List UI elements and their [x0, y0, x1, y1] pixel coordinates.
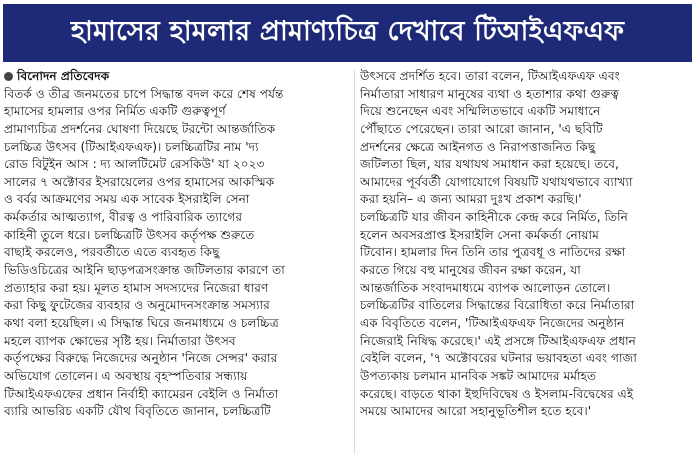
- article-text-line: হামাসের হামলার ওপর নির্মিত একটি গুরুত্বপূর্ণ: [4, 104, 226, 119]
- article-column-left: [4, 68, 350, 456]
- byline-row: [4, 68, 350, 86]
- article-text-line: প্রত্যাহার করা হয়। মূলত হামাস সদস্যদের নিজেরা ধারণ: [4, 280, 269, 295]
- article-text-line: সালের ৭ অক্টোবর ইসরায়েলের ওপর হামাসের আকস্মিক: [4, 174, 275, 189]
- article-text-line: করতে গিয়ে বহু মানুষের জীবন রক্ষা করেন, যা: [360, 263, 581, 278]
- article-text-line: বেইলি বলেন, '৭ অক্টোবরের ঘটনার ভয়াবহতা এবং গাজা: [360, 351, 637, 366]
- article-column-right: [360, 68, 691, 456]
- article-text-line: উৎসবে প্রদর্শিত হবে। তারা বলেন, টিআইএফএফ এবং: [360, 69, 620, 83]
- article-text-line: করেছে। বাড়তে থাকা ইহুদিবিদ্বেষ ও ইসলাম-বিদ্বেষের এই: [360, 386, 634, 401]
- article-text-line: কর্মকর্তার আত্মত্যাগ, বীরত্ব ও পারিবারিক ত্যাগের: [4, 210, 243, 225]
- article-text-line: নির্মাতারা সাধারণ মানুষের ব্যথা ও হতাশার কথা গুরুত্ব: [360, 86, 620, 101]
- right-column-body: [360, 68, 691, 421]
- article-text-line: প্রামাণ্যচিত্র প্রদর্শনের ঘোষণা দিয়েছে টরন্টো আন্তর্জাতিক: [4, 121, 276, 136]
- article-text-line: এক বিবৃতিতে বলেন, 'টিআইএফএফ নিজেদের অনুষ্ঠান: [360, 315, 625, 330]
- article-text-line: চলচ্চিত্রটি যার জীবন কাহিনীকে কেন্দ্র করে নির্মিত, তিনি: [360, 210, 628, 225]
- article-text-line: বাছাই করলেও, পরবর্তীতে এতে ব্যবহৃত কিছু: [4, 245, 220, 260]
- article-text-line: করা কিছু ফুটেজের ব্যবহার ও অনুমোদনসংক্রান্ত সমস্যার: [4, 298, 270, 313]
- article-text-line: ব্যারি আভরিচ একটি যৌথ বিবৃতিতে জানান, চলচ্চিত্রটি: [4, 404, 271, 419]
- article-headline: হামাসের হামলার প্রামাণ্যচিত্র দেখাবে টিআইএফএফ: [70, 15, 625, 47]
- article-text-line: চলচ্চিত্রটির বাতিলের সিদ্ধান্তের বিরোধিতা করে নির্মাতারা: [360, 298, 635, 313]
- article-text-line: মহলে ব্যাপক ক্ষোভের সৃষ্টি হয়। নির্মাতারা উৎসব: [4, 333, 236, 348]
- article-text-line: প্রদর্শনের ক্ষেত্রে আইনগত ও নিরাপত্তাজনিত কিছু: [360, 139, 596, 154]
- article-text-line: ভিডিওচিত্রের আইনি ছাড়পত্রসংক্রান্ত জটিলতার কারণে তা: [4, 263, 285, 278]
- article-text-line: বিতর্ক ও তীব্র জনমতের চাপে সিদ্ধান্ত বদল করে শেষ পর্যন্ত: [4, 86, 284, 101]
- headline-banner: [3, 4, 692, 62]
- article-text-line: আন্তর্জাতিক সংবাদমাধ্যমে ব্যাপক আলোড়ন তোলে।: [360, 280, 611, 295]
- article-text-line: জটিলতা ছিল, যার যথাযথ সমাধান করা হয়েছে। তবে,: [360, 157, 619, 172]
- bullet-icon: [4, 72, 13, 81]
- article-text-line: নিজেরাই নিষিদ্ধ করেছে।' এই প্রসঙ্গে টিআইএফএফ প্রধান: [360, 333, 636, 348]
- article-text-line: কর্তৃপক্ষের বিরুদ্ধে নিজেদের অনুষ্ঠান 'নিজে সেন্সর' করার: [4, 351, 278, 366]
- article-text-line: কথা বলা হয়েছিল। এ সিদ্ধান্ত ঘিরে জনমাধ্যমে ও চলচ্চিত্র: [4, 315, 279, 330]
- article-text-line: রোড বিটুইন আস : দ্য আলটিমেট রেসকিউ' যা ২০২৩: [4, 157, 265, 172]
- article-text-line: চলচ্চিত্র উৎসব (টিআইএফএফ)। চলচ্চিত্রটির নাম 'দ্য: [4, 139, 259, 154]
- article-text-line: উপত্যকায় চলমান মানবিক সঙ্কট আমাদের মর্মাহত: [360, 368, 597, 383]
- left-column-body: [4, 86, 350, 421]
- byline: বিনোদন প্রতিবেদক: [17, 69, 110, 83]
- column-divider: [354, 70, 355, 454]
- article-text-line: টিআইএফএফের প্রধান নির্বাহী ক্যামেরন বেইলি ও নির্মাতা: [4, 386, 279, 401]
- article-text-line: কাহিনী তুলে ধরে। চলচ্চিত্রটি উৎসব কর্তৃপক্ষ শুরুতে: [4, 227, 255, 242]
- article-text-line: পৌঁছাতে পেরেছেন। তারা আরো জানান, 'এ ছবিটি: [360, 121, 603, 136]
- article-text-line: আমাদের পূর্ববর্তী যোগাযোগে বিষয়টি যথাযথভাবে ব্যাখ্যা: [360, 174, 633, 189]
- article-text-line: অভিযোগ তোলেন। এ অবস্থায় বৃহস্পতিবার সন্ধ্যায়: [4, 368, 248, 383]
- article-text-line: সময়ে আমাদের আরো সহানুভূতিশীল হতে হবে।': [360, 404, 592, 419]
- article-text-line: টিবোন। হামলার দিন তিনি তার পুত্রবধূ ও নাতিদের রক্ষা: [360, 245, 626, 260]
- article-text-line: করা হয়নি– এ জন্য আমরা দুঃখ প্রকাশ করছি।': [360, 192, 582, 207]
- article-text-line: দিয়ে শুনেছেন এবং সম্মিলিতভাবে একটি সমাধানে: [360, 104, 601, 119]
- article-text-line: ও বর্বর আক্রমণের সময় এক সাবেক ইসরাইলি সেনা: [4, 192, 250, 207]
- article-text-line: হলেন অবসরপ্রাপ্ত ইসরাইলি সেনা কর্মকর্তা নোয়াম: [360, 227, 599, 242]
